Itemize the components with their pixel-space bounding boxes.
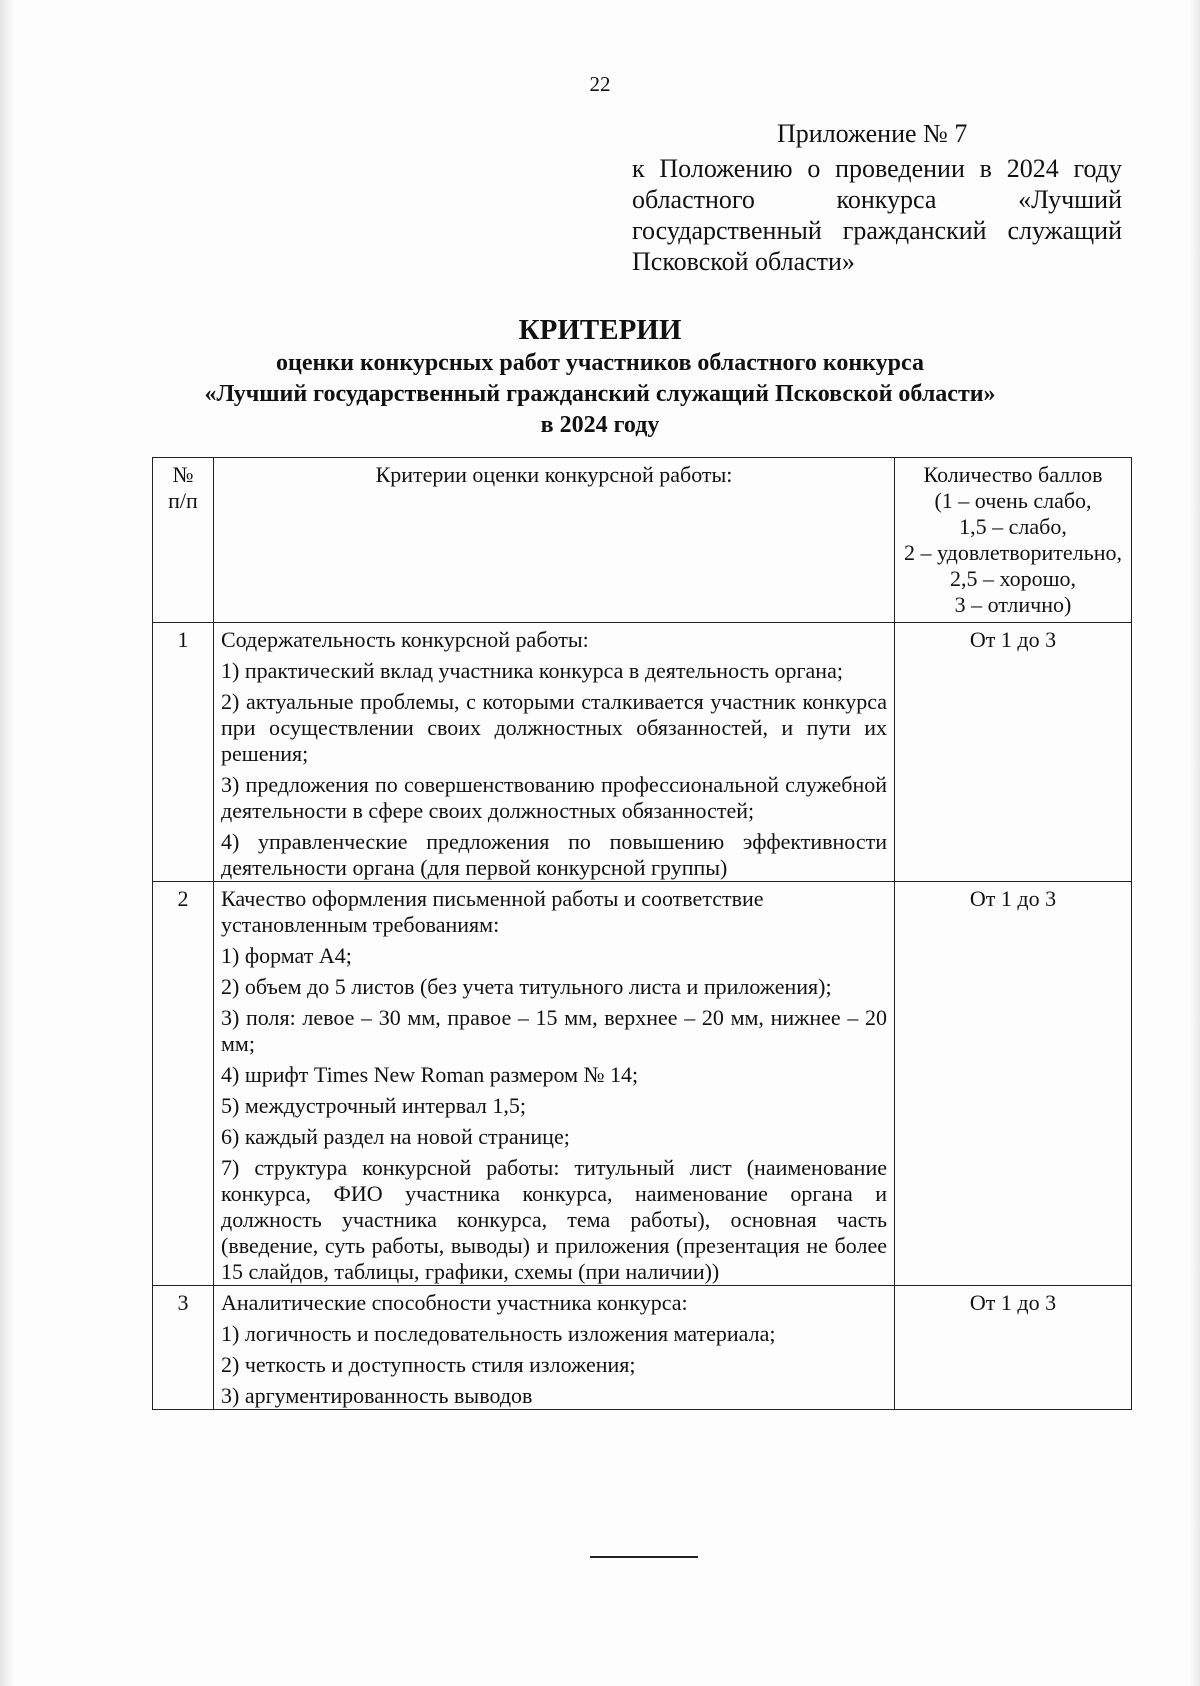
row-criteria <box>214 623 895 882</box>
score-scale <box>897 462 1129 618</box>
title-main: КРИТЕРИИ <box>518 314 682 346</box>
criterion-item: 4) управленческие предложения по повышению эффективности деятельности органа (для первой конкурсной группы) <box>221 829 887 880</box>
criterion-title: Содержательность конкурсной работы: <box>221 627 589 652</box>
criteria-table <box>152 457 1132 1410</box>
criterion-item: 3) предложения по совершенствованию профессиональной служебной деятельности в сфере своих должностных обязанностей; <box>221 772 887 823</box>
criterion-item: 2) четкость и доступность стиля изложения; <box>221 1352 636 1377</box>
criterion-item: 2) объем до 5 листов (без учета титульного листа и приложения); <box>221 974 832 999</box>
criterion-item: 4) шрифт Times New Roman размером № 14; <box>221 1062 639 1087</box>
row-criteria <box>214 882 895 1286</box>
row-number: 1 <box>153 623 214 882</box>
score-scale-line: Количество баллов <box>923 462 1103 487</box>
score-scale-line: 2 – удовлетворительно, <box>904 540 1122 565</box>
table-body <box>153 623 1132 1410</box>
criterion-item: 1) логичность и последовательность изложения материала; <box>221 1321 776 1346</box>
title-line-2: «Лучший государственный гражданский служащий Псковской области» <box>204 381 996 407</box>
criterion-title: Качество оформления письменной работы и соответствие установленным требованиям: <box>221 886 764 937</box>
header-score <box>895 458 1132 623</box>
score-scale-line: 3 – отлично) <box>954 592 1072 617</box>
row-number: 2 <box>153 882 214 1286</box>
title-line-3: в 2024 году <box>540 412 660 438</box>
table-row <box>153 623 1132 882</box>
score-scale-line: 2,5 – хорошо, <box>949 566 1077 591</box>
score-scale-line: (1 – очень слабо, <box>934 488 1092 513</box>
criterion-item: 6) каждый раздел на новой странице; <box>221 1124 570 1149</box>
criterion-title: Аналитические способности участника конкурса: <box>221 1290 688 1315</box>
appendix-label: Приложение № 7 <box>777 119 968 148</box>
scan-edge-left <box>0 0 14 1686</box>
row-score: От 1 до 3 <box>895 623 1132 882</box>
criterion-item: 7) структура конкурсной работы: титульный лист (наименование конкурса, ФИО участника конкурса, наименование органа и должность участника конкурса, тема работы), основная часть (введение, суть работы, выводы) и приложения (презентация не более 15 слайдов, таблицы, графики, схемы (при наличии)) <box>221 1155 887 1284</box>
appendix-text: к Положению о проведении в 2024 году областного конкурса «Лучший государственный гражданский служащий Псковской области» <box>632 154 1122 276</box>
criterion-item: 1) формат А4; <box>221 943 352 968</box>
appendix-block <box>632 118 1122 277</box>
table-row <box>153 882 1132 1286</box>
table-header-row <box>153 458 1132 623</box>
row-score: От 1 до 3 <box>895 882 1132 1286</box>
row-criteria <box>214 1286 895 1410</box>
score-scale-line: 1,5 – слабо, <box>959 514 1067 539</box>
scan-edge-right <box>1190 0 1200 1686</box>
criterion-item: 3) поля: левое – 30 мм, правое – 15 мм, верхнее – 20 мм, нижнее – 20 мм; <box>221 1005 887 1056</box>
criterion-item: 2) актуальные проблемы, с которыми сталкивается участник конкурса при осуществлении своих должностных обязанностей, и пути их решения; <box>221 689 887 766</box>
criterion-item: 5) междустрочный интервал 1,5; <box>221 1093 526 1118</box>
row-score: От 1 до 3 <box>895 1286 1132 1410</box>
end-divider <box>590 1556 698 1558</box>
header-number: № п/п <box>153 458 214 623</box>
row-number: 3 <box>153 1286 214 1410</box>
criterion-item: 3) аргументированность выводов <box>221 1383 533 1408</box>
title-line-1: оценки конкурсных работ участников областного конкурса <box>276 350 924 376</box>
page-number: 22 <box>589 72 611 96</box>
table-row <box>153 1286 1132 1410</box>
criterion-item: 1) практический вклад участника конкурса в деятельность органа; <box>221 658 843 683</box>
header-criteria: Критерии оценки конкурсной работы: <box>214 458 895 623</box>
document-title <box>0 312 1200 441</box>
